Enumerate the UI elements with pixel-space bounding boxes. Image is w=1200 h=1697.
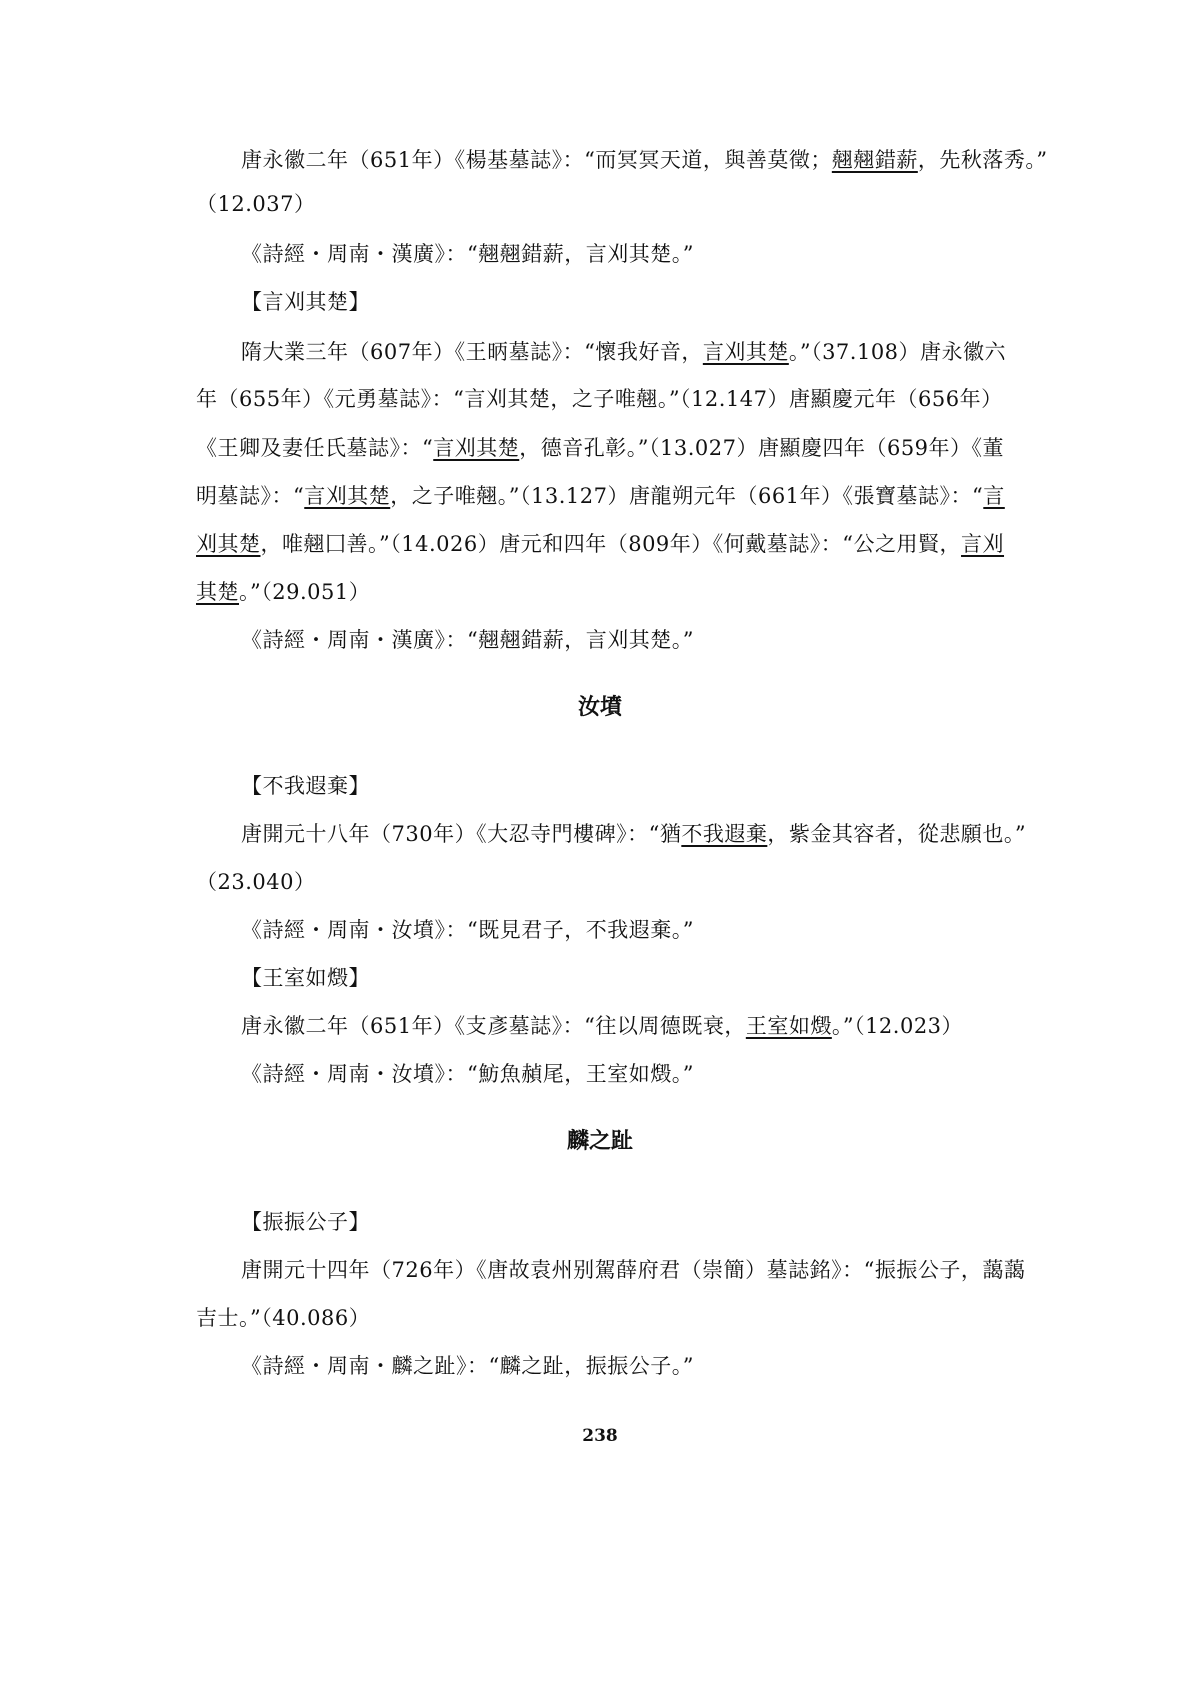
- text-line: 《詩經・周南・汝墳》：“魴魚赬尾，王室如燬。”: [241, 1062, 694, 1086]
- text-line: 唐永徽二年（651年）《支彥墓誌》：“往以周德既衰，王室如燬。”（12.023）: [241, 1014, 964, 1038]
- text-line: 【不我遐棄】: [241, 774, 370, 798]
- text-line: 【言刈其楚】: [241, 290, 370, 314]
- text-line: 《詩經・周南・漢廣》：“翹翹錯薪，言刈其楚。”: [241, 242, 694, 266]
- text-line: 《詩經・周南・漢廣》：“翹翹錯薪，言刈其楚。”: [241, 628, 694, 652]
- text-line: 隋大業三年（607年）《王昞墓誌》：“懷我好音，言刈其楚。”（37.108）唐永徽六: [241, 340, 1007, 364]
- section-heading: 汝墳: [577, 694, 622, 720]
- section-heading: 麟之趾: [566, 1128, 633, 1154]
- text-line: 吉士。”（40.086）: [196, 1306, 371, 1330]
- page-number: 238: [582, 1426, 618, 1446]
- text-line: 唐開元十四年（726年）《唐故袁州别駕薛府君（崇簡）墓誌銘》：“振振公子，藹藹: [241, 1258, 1026, 1282]
- text-line: 唐開元十八年（730年）《大忍寺門樓碑》：“猶不我遐棄，紫金其容者，從悲願也。”: [241, 822, 1027, 846]
- text-line: 刈其楚，唯翹囗善。”（14.026）唐元和四年（809年）《何戴墓誌》：“公之用賢，言刈: [196, 532, 1005, 556]
- text-line: 唐永徽二年（651年）《楊基墓誌》：“而冥冥天道，與善莫徵；翹翹錯薪，先秋落秀。”: [241, 148, 1048, 172]
- text-line: 年（655年）《元勇墓誌》：“言刈其楚，之子唯翹。”（12.147）唐顯慶元年（656年）: [196, 387, 1003, 411]
- text-line: 【王室如燬】: [241, 966, 370, 990]
- text-line: （12.037）: [196, 192, 316, 216]
- text-line: 【振振公子】: [241, 1210, 370, 1234]
- text-line: 其楚。”（29.051）: [196, 580, 371, 604]
- text-line: 《王卿及妻任氏墓誌》：“言刈其楚，德音孔彰。”（13.027）唐顯慶四年（659年）《董: [196, 436, 1005, 460]
- text-line: 《詩經・周南・汝墳》：“既見君子，不我遐棄。”: [241, 918, 694, 942]
- text-line: 明墓誌》：“言刈其楚，之子唯翹。”（13.127）唐龍朔元年（661年）《張寶墓誌》：“言: [196, 484, 1005, 508]
- text-line: （23.040）: [196, 870, 316, 894]
- text-line: 《詩經・周南・麟之趾》：“麟之趾，振振公子。”: [241, 1354, 694, 1378]
